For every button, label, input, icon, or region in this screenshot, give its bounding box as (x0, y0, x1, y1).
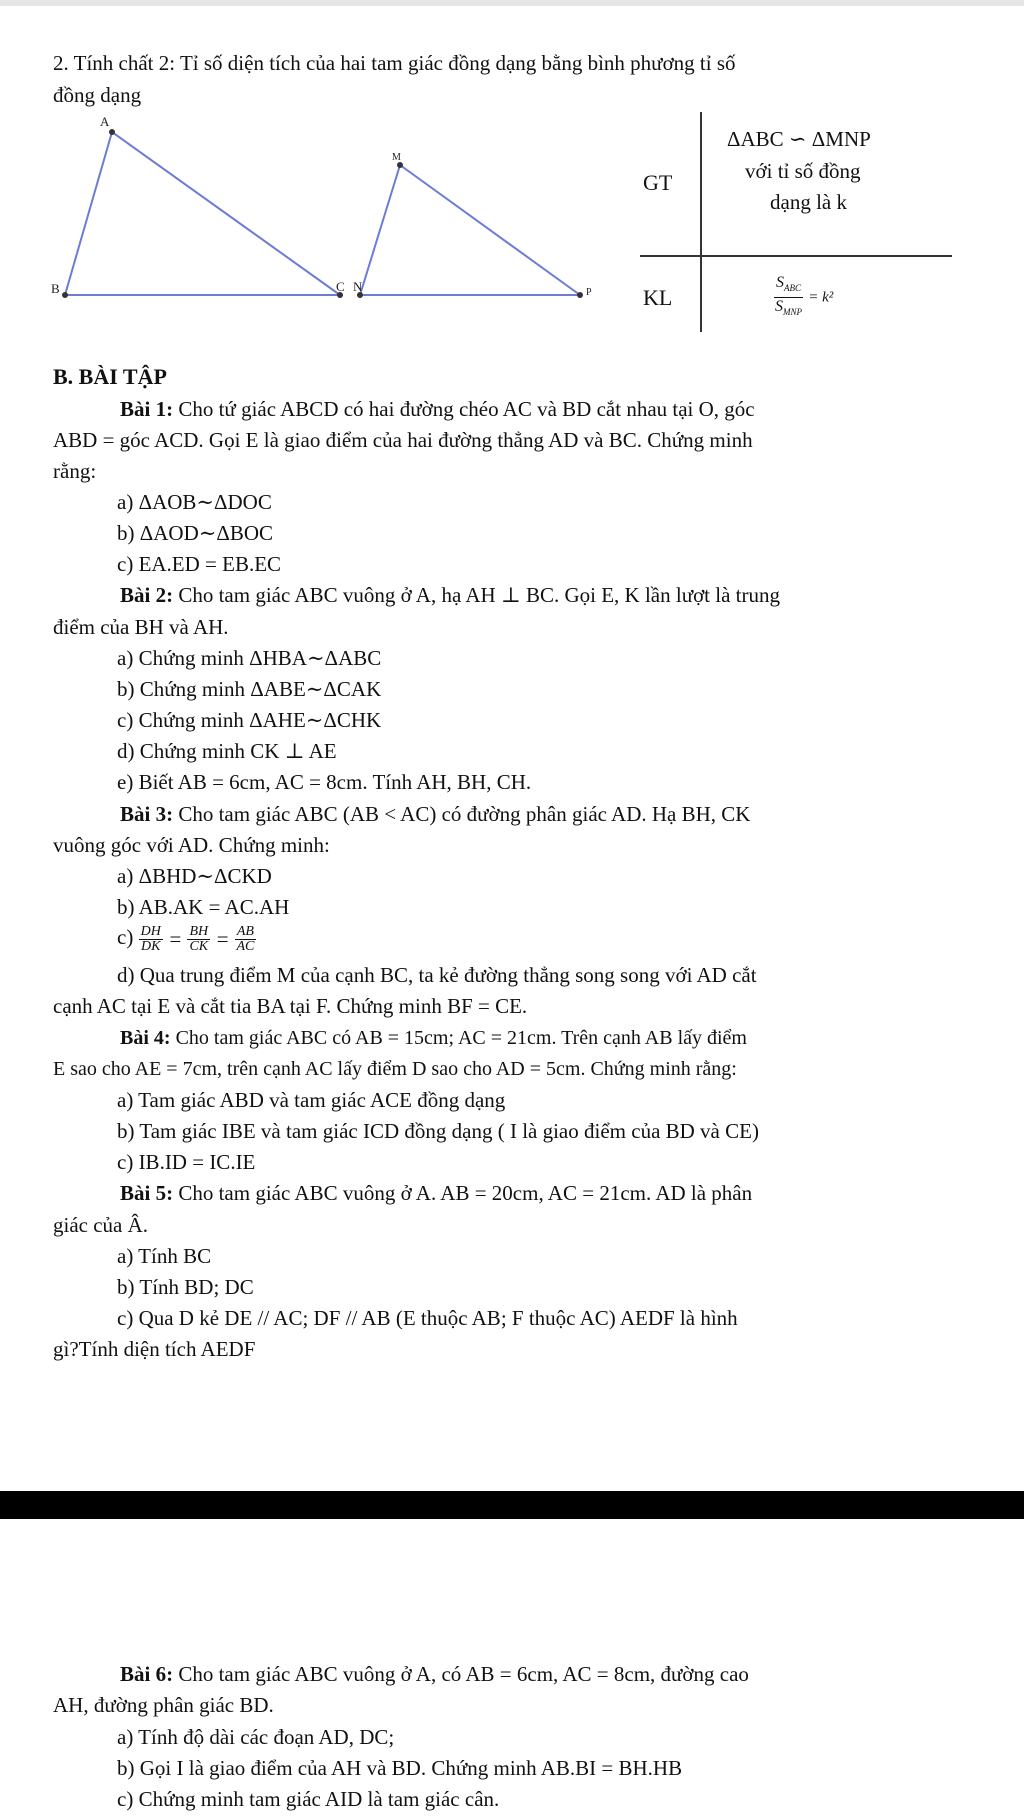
bai4-b: b) Tam giác IBE và tam giác ICD đồng dạng ( I là giao điểm của BD và CE) (117, 1119, 759, 1143)
label-n: N (353, 279, 363, 294)
bai6-b: b) Gọi I là giao điểm của AH và BD. Chứng minh AB.BI = BH.HB (117, 1756, 683, 1780)
gt-ratio-line2: dạng là k (770, 190, 847, 214)
label-a: A (100, 114, 110, 129)
bai3-line2: vuông góc với AD. Chứng minh: (53, 833, 330, 857)
label-m: M (392, 152, 401, 163)
label-b: B (51, 281, 60, 296)
bai4-a: a) Tam giác ABD và tam giác ACE đồng dạng (117, 1088, 506, 1112)
bai5-line2: giác của Â. (53, 1213, 149, 1237)
kl-area-ratio: $\frac{S_{ABC}}{S_{MNP}}$ = k² (775, 274, 834, 318)
bai1-line2: ABD = góc ACD. Gọi E là giao điểm của hai đường thẳng AD và BC. Chứng minh (53, 428, 753, 452)
bai3-d-line1: d) Qua trung điểm M của cạnh BC, ta kẻ đường thẳng song song với AD cắt (117, 963, 757, 987)
bai6-line1: Bài 6: Cho tam giác ABC vuông ở A, có AB = 6cm, AC = 8cm, đường cao (120, 1662, 749, 1686)
gt-similar-statement: ΔABC ∽ ΔMNP (727, 127, 871, 151)
property-2-line2: đồng dạng (53, 83, 142, 107)
similar-triangles-figure (40, 110, 660, 300)
label-c: C (336, 279, 345, 294)
bai3-line1: Bài 3: Cho tam giác ABC (AB < AC) có đường phân giác AD. Hạ BH, CK (120, 802, 751, 826)
label-p: P (586, 287, 592, 298)
point-b (62, 292, 68, 298)
bai4-c: c) IB.ID = IC.IE (117, 1150, 256, 1174)
point-a (109, 129, 115, 135)
page-separator-band (0, 1491, 1024, 1519)
bai6-c: c) Chứng minh tam giác AID là tam giác cân. (117, 1787, 500, 1811)
gt-label: GT (643, 170, 673, 195)
bai2-line1: Bài 2: Cho tam giác ABC vuông ở A, hạ AH ⊥ BC. Gọi E, K lần lượt là trung (120, 583, 780, 607)
kl-label: KL (643, 285, 673, 310)
triangle-abc-side-ac (112, 132, 340, 295)
bai4-line2: E sao cho AE = 7cm, trên cạnh AC lấy điểm D sao cho AD = 5cm. Chứng minh rằng: (53, 1058, 737, 1080)
bai2-c: c) Chứng minh ΔAHE∼ΔCHK (117, 708, 382, 732)
gt-ratio-line1: với tỉ số đồng (745, 159, 861, 183)
bai6-line2: AH, đường phân giác BD. (53, 1693, 274, 1717)
bai3-a: a) ΔBHD∼ΔCKD (117, 864, 272, 888)
bai5-c-line2: gì?Tính diện tích AEDF (53, 1337, 256, 1361)
bai2-d: d) Chứng minh CK ⊥ AE (117, 739, 337, 763)
exercises-title: B. BÀI TẬP (53, 364, 167, 389)
bai2-line2: điểm của BH và AH. (53, 615, 229, 639)
bai3-d-line2: cạnh AC tại E và cắt tia BA tại F. Chứng minh BF = CE. (53, 994, 528, 1018)
bai1-line1: Bài 1: Cho tứ giác ABCD có hai đường chéo AC và BD cắt nhau tại O, góc (120, 397, 755, 421)
bai6-a: a) Tính độ dài các đoạn AD, DC; (117, 1725, 395, 1749)
bai5-c-line1: c) Qua D kẻ DE // AC; DF // AB (E thuộc AB; F thuộc AC) AEDF là hình (117, 1306, 738, 1330)
triangle-mnp-side-mp (400, 165, 580, 295)
bai5-b: b) Tính BD; DC (117, 1275, 254, 1299)
bai4-line1: Bài 4: Cho tam giác ABC có AB = 15cm; AC = 21cm. Trên cạnh AB lấy điểm (120, 1027, 747, 1049)
bai1-a: a) ΔAOB∼ΔDOC (117, 490, 272, 514)
bai1-c: c) EA.ED = EB.EC (117, 552, 282, 576)
bai3-c: c) $\frac{DH}{DK}$ = $\frac{BH}{CK}$ = $\frac{AB}{AC}$ (117, 923, 255, 954)
bai2-a: a) Chứng minh ΔHBA∼ΔABC (117, 646, 382, 670)
bai5-a: a) Tính BC (117, 1244, 212, 1268)
bai3-b: b) AB.AK = AC.AH (117, 895, 290, 919)
bai1-b: b) ΔAOD∼ΔBOC (117, 521, 274, 545)
triangle-abc-side-ab (65, 132, 112, 295)
table-vertical-rule (700, 112, 702, 332)
bai1-line3: rằng: (53, 459, 97, 483)
top-border (0, 0, 1024, 6)
table-horizontal-rule (640, 255, 952, 257)
triangle-mnp-side-mn (360, 165, 400, 295)
property-2-line1: 2. Tính chất 2: Tỉ số diện tích của hai tam giác đồng dạng bằng bình phương tỉ số (53, 51, 736, 75)
point-p (577, 292, 583, 298)
bai2-e: e) Biết AB = 6cm, AC = 8cm. Tính AH, BH, CH. (117, 770, 532, 794)
bai2-b: b) Chứng minh ΔABE∼ΔCAK (117, 677, 382, 701)
bai5-line1: Bài 5: Cho tam giác ABC vuông ở A. AB = 20cm, AC = 21cm. AD là phân (120, 1181, 753, 1205)
